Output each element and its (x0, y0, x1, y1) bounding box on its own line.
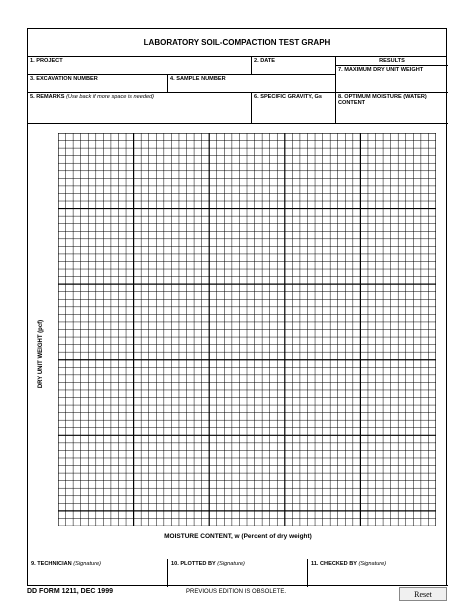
max-dry-label: 7. MAXIMUM DRY UNIT WEIGHT (338, 67, 424, 73)
plotted-hint: (Signature) (217, 561, 245, 567)
obsolete-notice: PREVIOUS EDITION IS OBSOLETE. (186, 589, 287, 595)
technician-hint: (Signature) (73, 561, 101, 567)
reset-button[interactable]: Reset (399, 587, 447, 601)
remarks-field[interactable] (28, 93, 252, 124)
y-axis-label-wrap (30, 319, 58, 389)
sample-number-field[interactable] (168, 75, 336, 93)
date-label: 2. DATE (254, 58, 276, 64)
checked-label: 11. CHECKED BY (311, 561, 357, 567)
form-title: LABORATORY SOIL-COMPACTION TEST GRAPH (28, 29, 446, 57)
plotted-label: 10. PLOTTED BY (171, 561, 216, 567)
graph-grid[interactable] (58, 133, 436, 526)
remarks-label: 5. REMARKS (30, 94, 65, 100)
gravity-label: 6. SPECIFIC GRAVITY, Gs (254, 94, 322, 100)
project-label: 1. PROJECT (30, 58, 63, 64)
x-axis-label: MOISTURE CONTENT, w (Percent of dry weight) (164, 533, 312, 540)
results-label: RESULTS (379, 58, 405, 64)
max-dry-unit-weight-field[interactable] (336, 66, 448, 93)
technician-field[interactable] (28, 559, 168, 587)
results-header (336, 57, 448, 66)
checked-hint: (Signature) (358, 561, 387, 567)
excavation-number-field[interactable] (28, 75, 168, 93)
compaction-form (27, 28, 447, 586)
sample-label: 4. SAMPLE NUMBER (170, 76, 226, 82)
y-axis-label: DRY UNIT WEIGHT (pcf) (38, 319, 44, 389)
project-field[interactable] (28, 57, 252, 75)
plotted-by-field[interactable] (168, 559, 308, 587)
technician-label: 9. TECHNICIAN (31, 561, 72, 567)
checked-by-field[interactable] (308, 559, 448, 587)
remarks-hint: (Use back if more space is needed) (66, 94, 155, 100)
form-id: DD FORM 1211, DEC 1999 (27, 588, 113, 595)
date-field[interactable] (252, 57, 336, 75)
optimum-moisture-field[interactable] (336, 93, 448, 124)
optimum-label: 8. OPTIMUM MOISTURE (WATER) CONTENT (338, 94, 427, 106)
specific-gravity-field[interactable] (252, 93, 336, 124)
excavation-label: 3. EXCAVATION NUMBER (30, 76, 98, 82)
graph-area (28, 124, 448, 586)
